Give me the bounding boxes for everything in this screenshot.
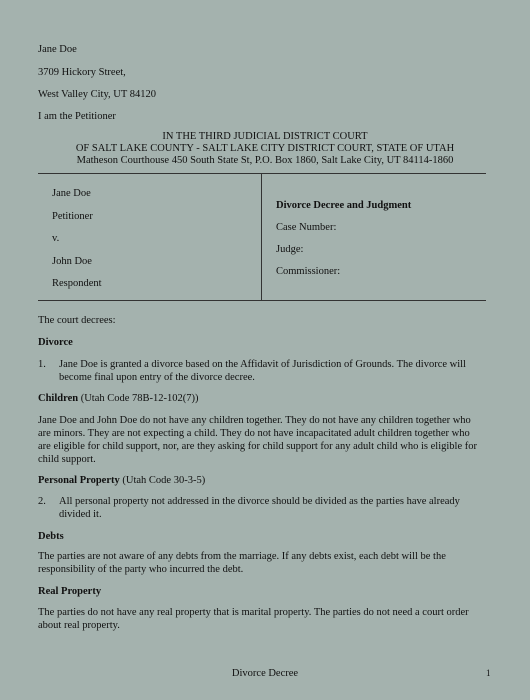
filer-name: Jane Doe <box>38 44 77 55</box>
children-code: (Utah Code 78B-12-102(7)) <box>78 393 199 404</box>
item-text-2 <box>59 495 479 521</box>
section-title-real-property: Real Property <box>38 586 102 597</box>
versus-label: v. <box>52 233 60 244</box>
case-number-label: Case Number: <box>276 222 337 233</box>
real-property-line1: The parties do not have any real property that is marital property. The parties do not need a court order <box>38 607 469 618</box>
debts-line1: The parties are not aware of any debts from the marriage. If any debts exist, each debt will be the <box>38 551 446 562</box>
section-title-children <box>38 392 199 405</box>
judge-label: Judge: <box>276 244 304 255</box>
caption-divider <box>261 174 262 300</box>
section-title-divorce: Divorce <box>38 337 73 348</box>
document-title: Divorce Decree and Judgment <box>276 200 412 211</box>
debts-paragraph <box>38 550 486 576</box>
filer-role: I am the Petitioner <box>38 111 116 122</box>
court-heading-line1: IN THE THIRD JUDICIAL DISTRICT COURT <box>162 131 368 142</box>
page-number: 1 <box>486 668 491 678</box>
petitioner-name: Jane Doe <box>52 188 91 199</box>
item-number-2: 2. <box>38 496 46 507</box>
respondent-label: Respondent <box>52 278 102 289</box>
children-line4: child support. <box>38 454 96 465</box>
personal-property-code: (Utah Code 30-3-5) <box>119 475 206 486</box>
petitioner-label: Petitioner <box>52 211 93 222</box>
commissioner-label: Commissioner: <box>276 266 341 277</box>
caption-bottom-rule <box>38 300 486 301</box>
real-property-paragraph <box>38 606 486 632</box>
children-line1: Jane Doe and John Doe do not have any children together. They do not have any children together who <box>38 415 471 426</box>
debts-line2: responsibility of the party who incurred the debt. <box>38 564 244 575</box>
item-number-1: 1. <box>38 359 46 370</box>
decree-intro: The court decrees: <box>38 315 116 326</box>
court-address: Matheson Courthouse 450 South State St, P.O. Box 1860, Salt Lake City, UT 84114-1860 <box>76 155 454 166</box>
item-text-2-line2: divided it. <box>59 509 102 520</box>
item-text-2-line1: All personal property not addressed in the divorce should be divided as the parties have already <box>59 496 460 507</box>
item-text-1-line1: Jane Doe is granted a divorce based on the Affidavit of Jurisdiction of Grounds. The divorce will <box>59 359 466 370</box>
item-text-1 <box>59 358 479 384</box>
filer-street: 3709 Hickory Street, <box>38 67 126 78</box>
item-text-1-line2: become final upon entry of the divorce decree. <box>59 372 255 383</box>
children-line2: are minors. They are not expecting a child. They do not have incapacitated adult children together who <box>38 428 470 439</box>
filer-city: West Valley City, UT 84120 <box>38 89 156 100</box>
personal-property-title: Personal Property <box>38 475 120 486</box>
respondent-name: John Doe <box>52 256 92 267</box>
footer-title: Divorce Decree <box>231 668 299 679</box>
court-heading-line2: OF SALT LAKE COUNTY - SALT LAKE CITY DISTRICT COURT, STATE OF UTAH <box>75 143 455 154</box>
real-property-line2: about real property. <box>38 620 120 631</box>
children-line3: are eligible for child support, nor, are they asking for child support for any adult child who is eligible for <box>38 441 478 452</box>
caption-top-rule <box>38 173 486 174</box>
section-title-debts: Debts <box>38 531 64 542</box>
children-title: Children <box>38 393 79 404</box>
section-title-personal-property <box>38 474 205 487</box>
children-paragraph <box>38 414 486 466</box>
